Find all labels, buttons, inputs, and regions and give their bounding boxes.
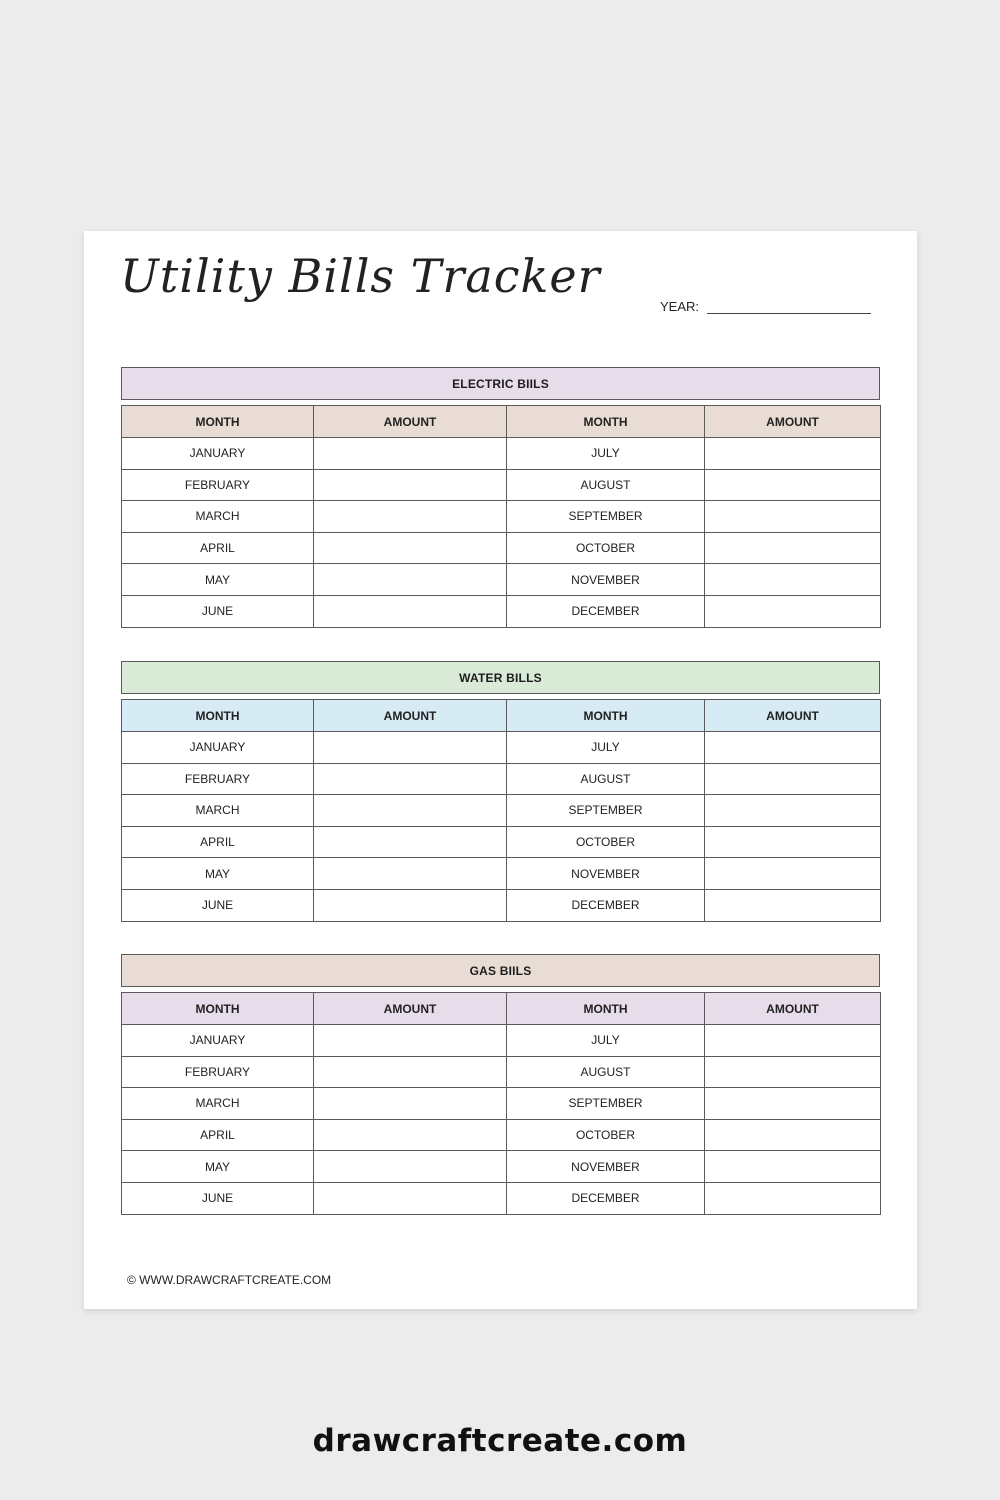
month-cell: OCTOBER <box>507 532 705 564</box>
month-cell: APRIL <box>122 1119 314 1151</box>
month-cell: FEBRUARY <box>122 763 314 795</box>
amount-cell[interactable] <box>314 889 507 921</box>
month-cell: JUNE <box>122 595 314 627</box>
month-cell: JULY <box>507 438 705 470</box>
amount-header: AMOUNT <box>314 700 507 732</box>
year-field <box>660 299 871 314</box>
amount-cell[interactable] <box>314 438 507 470</box>
amount-header: AMOUNT <box>314 993 507 1025</box>
amount-cell[interactable] <box>705 438 881 470</box>
amount-cell[interactable] <box>705 858 881 890</box>
amount-cell[interactable] <box>705 889 881 921</box>
table-row <box>122 564 881 596</box>
table-header-row <box>122 993 881 1025</box>
month-cell: OCTOBER <box>507 1119 705 1151</box>
section-title: ELECTRIC BIILS <box>121 367 880 400</box>
table-row <box>122 469 881 501</box>
amount-cell[interactable] <box>705 826 881 858</box>
month-cell: MARCH <box>122 501 314 533</box>
month-cell: FEBRUARY <box>122 469 314 501</box>
month-header: MONTH <box>507 700 705 732</box>
brand-caption: drawcraftcreate.com <box>312 1423 688 1459</box>
table-row <box>122 795 881 827</box>
month-cell: NOVEMBER <box>507 858 705 890</box>
amount-cell[interactable] <box>705 795 881 827</box>
month-cell: DECEMBER <box>507 1182 705 1214</box>
bills-table <box>121 405 881 628</box>
amount-cell[interactable] <box>705 732 881 764</box>
month-cell: SEPTEMBER <box>507 501 705 533</box>
amount-header: AMOUNT <box>314 406 507 438</box>
amount-cell[interactable] <box>705 1056 881 1088</box>
amount-header: AMOUNT <box>705 700 881 732</box>
amount-cell[interactable] <box>705 1151 881 1183</box>
month-header: MONTH <box>507 993 705 1025</box>
table-row <box>122 438 881 470</box>
month-cell: APRIL <box>122 826 314 858</box>
month-cell: MAY <box>122 564 314 596</box>
table-header-row <box>122 406 881 438</box>
amount-cell[interactable] <box>314 858 507 890</box>
table-row <box>122 1151 881 1183</box>
month-cell: DECEMBER <box>507 889 705 921</box>
gas-bills-section <box>121 954 880 1215</box>
table-row <box>122 889 881 921</box>
page-title: Utility Bills Tracker <box>120 249 601 303</box>
month-cell: JUNE <box>122 889 314 921</box>
amount-cell[interactable] <box>705 1088 881 1120</box>
table-row <box>122 826 881 858</box>
month-cell: NOVEMBER <box>507 1151 705 1183</box>
amount-cell[interactable] <box>705 532 881 564</box>
month-cell: AUGUST <box>507 1056 705 1088</box>
month-cell: JUNE <box>122 1182 314 1214</box>
amount-cell[interactable] <box>705 1119 881 1151</box>
month-cell: MARCH <box>122 1088 314 1120</box>
electric-bills-section <box>121 367 880 628</box>
month-cell: FEBRUARY <box>122 1056 314 1088</box>
section-title: WATER BILLS <box>121 661 880 694</box>
amount-cell[interactable] <box>314 564 507 596</box>
month-header: MONTH <box>122 700 314 732</box>
bills-table <box>121 699 881 922</box>
amount-cell[interactable] <box>314 1151 507 1183</box>
amount-cell[interactable] <box>705 1025 881 1057</box>
table-row <box>122 858 881 890</box>
table-row <box>122 763 881 795</box>
amount-cell[interactable] <box>705 501 881 533</box>
table-row <box>122 1182 881 1214</box>
amount-cell[interactable] <box>314 763 507 795</box>
month-cell: SEPTEMBER <box>507 1088 705 1120</box>
month-cell: AUGUST <box>507 469 705 501</box>
month-cell: MAY <box>122 858 314 890</box>
month-cell: JULY <box>507 732 705 764</box>
amount-cell[interactable] <box>314 795 507 827</box>
amount-cell[interactable] <box>314 1025 507 1057</box>
month-cell: JANUARY <box>122 1025 314 1057</box>
table-row <box>122 1119 881 1151</box>
table-row <box>122 732 881 764</box>
month-header: MONTH <box>507 406 705 438</box>
amount-cell[interactable] <box>314 595 507 627</box>
table-row <box>122 501 881 533</box>
amount-cell[interactable] <box>314 732 507 764</box>
month-cell: AUGUST <box>507 763 705 795</box>
amount-cell[interactable] <box>314 1056 507 1088</box>
month-cell: JULY <box>507 1025 705 1057</box>
month-header: MONTH <box>122 993 314 1025</box>
month-header: MONTH <box>122 406 314 438</box>
month-cell: JANUARY <box>122 438 314 470</box>
table-row <box>122 595 881 627</box>
amount-cell[interactable] <box>314 501 507 533</box>
month-cell: JANUARY <box>122 732 314 764</box>
month-cell: MAY <box>122 1151 314 1183</box>
amount-cell[interactable] <box>314 1182 507 1214</box>
amount-cell[interactable] <box>705 564 881 596</box>
month-cell: APRIL <box>122 532 314 564</box>
month-cell: SEPTEMBER <box>507 795 705 827</box>
month-cell: DECEMBER <box>507 595 705 627</box>
amount-header: AMOUNT <box>705 993 881 1025</box>
amount-cell[interactable] <box>314 1119 507 1151</box>
table-header-row <box>122 700 881 732</box>
month-cell: NOVEMBER <box>507 564 705 596</box>
month-cell: MARCH <box>122 795 314 827</box>
amount-cell[interactable] <box>314 826 507 858</box>
table-row <box>122 1025 881 1057</box>
month-cell: OCTOBER <box>507 826 705 858</box>
amount-cell[interactable] <box>705 763 881 795</box>
amount-header: AMOUNT <box>705 406 881 438</box>
table-row <box>122 1088 881 1120</box>
tracker-sheet <box>84 231 917 1309</box>
amount-cell[interactable] <box>314 469 507 501</box>
year-blank-line[interactable] <box>707 301 871 314</box>
amount-cell[interactable] <box>314 1088 507 1120</box>
bills-table <box>121 992 881 1215</box>
amount-cell[interactable] <box>314 532 507 564</box>
water-bills-section <box>121 661 880 922</box>
table-row <box>122 532 881 564</box>
table-row <box>122 1056 881 1088</box>
section-title: GAS BIILS <box>121 954 880 987</box>
copyright-footer: © WWW.DRAWCRAFTCREATE.COM <box>127 1273 332 1287</box>
amount-cell[interactable] <box>705 1182 881 1214</box>
amount-cell[interactable] <box>705 469 881 501</box>
year-label: YEAR: <box>660 299 700 314</box>
amount-cell[interactable] <box>705 595 881 627</box>
